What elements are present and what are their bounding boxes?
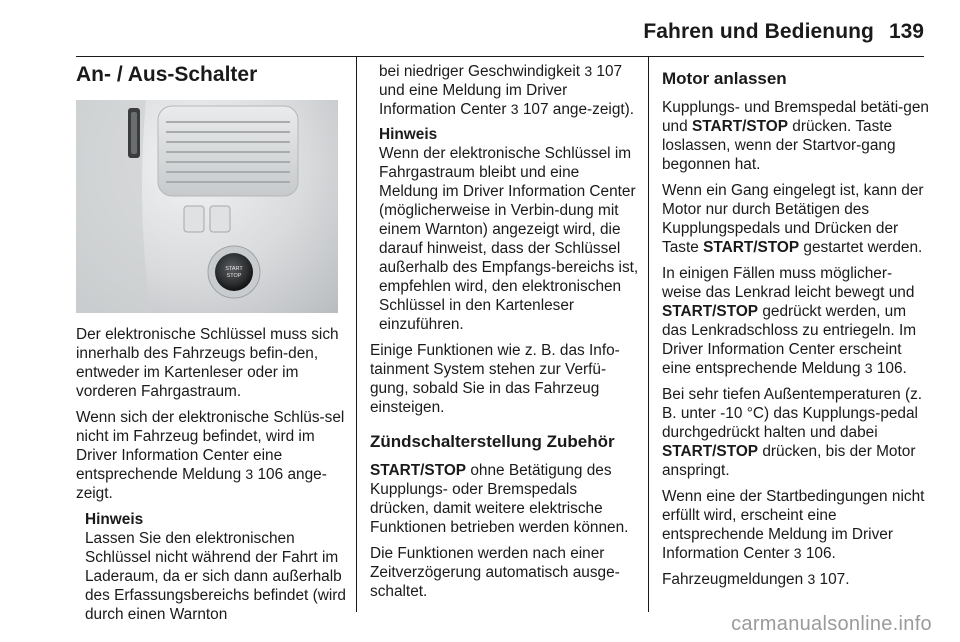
column-2 bbox=[370, 62, 640, 608]
paragraph: Wenn ein Gang eingelegt ist, kann der Motor nur durch Betätigen des Kupplungspedals und Drücken der Taste START/STOP gestartet werden. bbox=[662, 182, 924, 256]
paragraph: Einige Funktionen wie z. B. das Info-tainment System stehen zur Verfü-gung, sobald Sie in das Fahrzeug einsteigen. bbox=[370, 342, 620, 416]
note-box bbox=[370, 125, 640, 334]
note-label: Hinweis bbox=[379, 126, 438, 143]
note-continuation: bei niedriger Geschwindigkeit 3 107 und eine Meldung im Driver Information Center 3 107 ange-zeigt). bbox=[379, 63, 635, 118]
start-stop-button-photo bbox=[76, 100, 338, 313]
note-label: Hinweis bbox=[85, 511, 144, 528]
header-rule bbox=[76, 56, 924, 57]
subsection-title: Motor anlassen bbox=[662, 69, 787, 88]
column-3 bbox=[662, 62, 930, 596]
paragraph: Kupplungs- und Bremspedal betäti-gen und START/STOP drücken. Taste loslassen, wenn der Startvor-gang begonnen hat. bbox=[662, 99, 929, 173]
paragraph: In einigen Fällen muss möglicher-weise das Lenkrad leicht bewegt und START/STOP gedrückt werden, um das Lenkradschloss zu entriegeln. Im Driver Information Center erscheint eine entsprechende Meldung 3 106. bbox=[662, 265, 917, 377]
watermark[interactable]: carmanualsonline.info bbox=[731, 613, 932, 635]
paragraph: Wenn eine der Startbedingungen nicht erfüllt wird, erscheint eine entsprechende Meldung im Driver Information Center 3 106. bbox=[662, 488, 925, 562]
reference-arrow-icon: 3 bbox=[245, 466, 254, 482]
reference-arrow-icon: 3 bbox=[584, 63, 593, 79]
reference-arrow-icon: 3 bbox=[793, 545, 802, 561]
section-title: An- / Aus-Schalter bbox=[76, 63, 258, 86]
note-text: Wenn der elektronische Schlüssel im Fahrgastraum bleibt und eine Meldung im Driver Information Center (möglicherweise in Verbin-dung mit einem Warnton) angezeigt wird, die darauf hinweist, dass der Schlüssel außerhalb des Empfangs-bereichs ist, empfehlen wird, den elektronischen Schlüssel in den Kartenleser einzuführen. bbox=[379, 145, 639, 333]
paragraph: Der elektronische Schlüssel muss sich innerhalb des Fahrzeugs befin-den, entweder im Kartenleser oder im vorderen Fahrgastraum. bbox=[76, 326, 339, 400]
paragraph: Bei sehr tiefen Außentemperaturen (z. B. unter -10 °C) das Kupplungs-pedal durchgedrückt halten und dabei START/STOP drücken, bis der Motor anspringt. bbox=[662, 386, 923, 479]
paragraph: START/STOP ohne Betätigung des Kupplungs- oder Bremspedals drücken, damit weitere elektrische Funktionen betrieben werden können. bbox=[370, 462, 629, 536]
paragraph: Fahrzeugmeldungen 3 107. bbox=[662, 571, 850, 588]
column-divider-2 bbox=[648, 57, 649, 612]
dashboard-illustration bbox=[76, 100, 338, 313]
svg-text:START: START bbox=[225, 266, 243, 272]
column-1 bbox=[76, 62, 348, 631]
reference-arrow-icon: 3 bbox=[864, 360, 873, 376]
paragraph: Die Funktionen werden nach einer Zeitverzögerung automatisch ausge-schaltet. bbox=[370, 545, 620, 600]
reference-arrow-icon: 3 bbox=[510, 101, 519, 117]
reference-arrow-icon: 3 bbox=[807, 571, 816, 587]
chapter-title: Fahren und Bedienung bbox=[643, 20, 874, 43]
subsection-title: Zündschalterstellung Zubehör bbox=[370, 432, 615, 451]
column-divider-1 bbox=[356, 57, 357, 612]
note-text: Lassen Sie den elektronischen Schlüssel nicht während der Fahrt im Laderaum, da er sich dann außerhalb des Erfassungsbereichs befindet (wird durch einen Warnton bbox=[85, 530, 346, 623]
paragraph: Wenn sich der elektronische Schlüs-sel nicht im Fahrzeug befindet, wird im Driver Information Center eine entsprechende Meldung 3 106 ange-zeigt. bbox=[76, 409, 345, 502]
page-number: 139 bbox=[888, 20, 924, 43]
note-box bbox=[76, 510, 348, 624]
svg-text:STOP: STOP bbox=[226, 273, 242, 279]
